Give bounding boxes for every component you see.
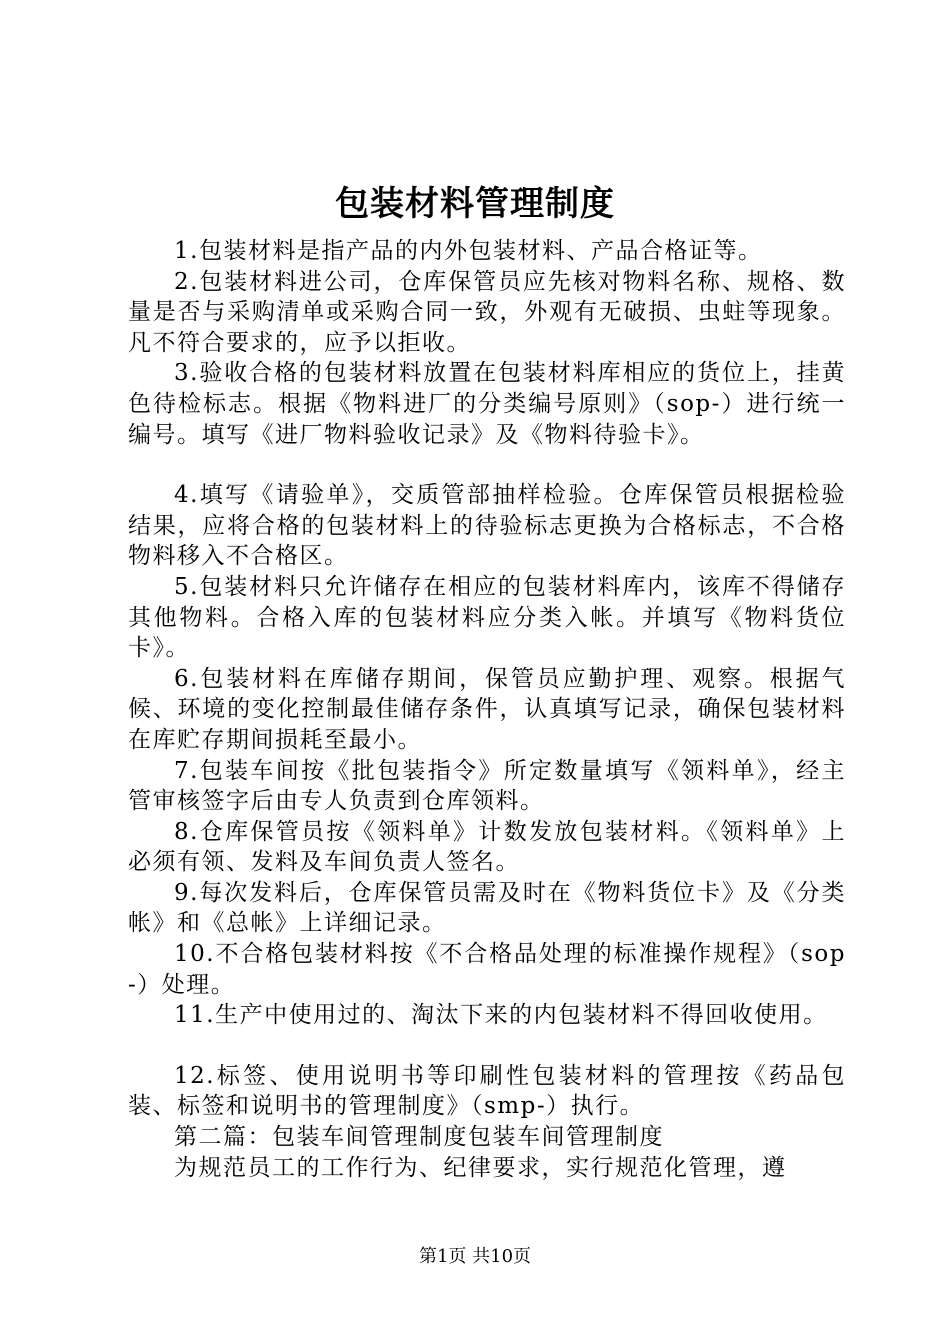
paragraph-5: 5.包装材料只允许储存在相应的包装材料库内，该库不得储存其他物料。合格入库的包装材料应分类入帐。并填写《物料货位卡》。 (128, 573, 846, 662)
paragraph-9: 9.每次发料后，仓库保管员需及时在《物料货位卡》及《分类帐》和《总帐》上详细记录。 (128, 879, 846, 937)
paragraph-4: 4.填写《请验单》，交质管部抽样检验。仓库保管员根据检验结果，应将合格的包装材料上的待验标志更换为合格标志，不合格物料移入不合格区。 (128, 482, 846, 570)
paragraph-11: 11.生产中使用过的、淘汰下来的内包装材料不得回收使用。 (174, 1002, 828, 1029)
paragraph-6: 6.包装材料在库储存期间，保管员应勤护理、观察。根据气候、环境的变化控制最佳储存条件，认真填写记录，确保包装材料在库贮存期间损耗至最小。 (128, 665, 846, 753)
document-title: 包装材料管理制度 (335, 184, 615, 224)
paragraph-2: 2.包装材料进公司，仓库保管员应先核对物料名称、规格、数量是否与采购清单或采购合同一致，外观有无破损、虫蛀等现象。凡不符合要求的，应予以拒收。 (128, 268, 846, 356)
paragraph-7: 7.包装车间按《批包装指令》所定数量填写《领料单》，经主管审核签字后由专人负责到仓库领料。 (128, 757, 846, 815)
paragraph-12: 12.标签、使用说明书等印刷性包装材料的管理按《药品包装、标签和说明书的管理制度》（smp-）执行。 (128, 1062, 846, 1120)
document-body (128, 236, 846, 1183)
page-number: 第1页 共10页 (418, 1246, 532, 1267)
paragraph-10: 10.不合格包装材料按《不合格品处理的标准操作规程》（sop-）处理。 (128, 941, 846, 998)
section-heading: 第二篇：包装车间管理制度包装车间管理制度 (174, 1124, 664, 1151)
paragraph-intro: 为规范员工的工作行为、纪律要求，实行规范化管理，遵 (174, 1154, 787, 1181)
paragraph-1: 1.包装材料是指产品的内外包装材料、产品合格证等。 (174, 238, 763, 264)
paragraph-3: 3.验收合格的包装材料放置在包装材料库相应的货位上，挂黄色待检标志。根据《物料进厂的分类编号原则》（sop-）进行统一编号。填写《进厂物料验收记录》及《物料待验卡》。 (128, 360, 846, 448)
paragraph-8: 8.仓库保管员按《领料单》计数发放包装材料。《领料单》上必须有领、发料及车间负责人签名。 (128, 818, 846, 876)
